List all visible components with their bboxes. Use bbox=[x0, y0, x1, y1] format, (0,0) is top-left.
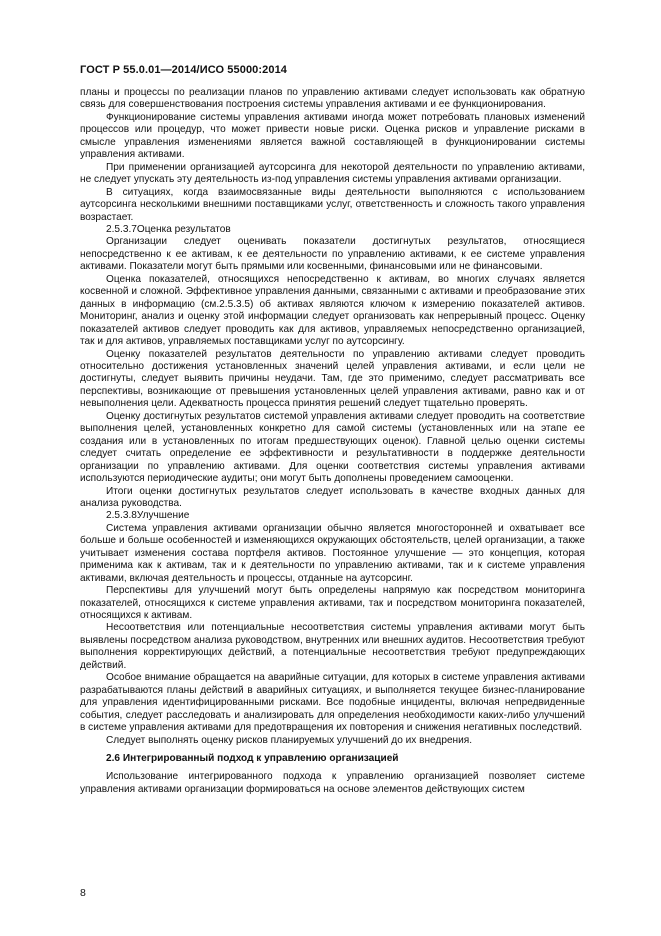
paragraph: Использование интегрированного подхода к управлению организацией позволяет системе управления активами организации формироваться на основе элементов действующих систем bbox=[80, 771, 585, 795]
paragraph: Несоответствия или потенциальные несоответствия системы управления активами могут быть выявлены посредством анализа руководством, внутренних или внешних аудитов. Несоответствия требуют выполнения корректирующих действий, а потенциальные несоответствия требуют предупреждающих действий. bbox=[80, 622, 585, 671]
paragraph: Особое внимание обращается на аварийные ситуации, для которых в системе управления активами разрабатываются планы действий в аварийных ситуациях, и выполняется текущее бизнес-планирование для управления идентифицированными рисками. Все подобные инциденты, включая непредвиденные события, следует расследовать и анализировать для определения необходимости каких-либо улучшений в системе управления активами для предотвращения их повторения и снижения негативных последствий. bbox=[80, 672, 585, 734]
paragraph: Перспективы для улучшений могут быть определены напрямую как посредством мониторинга показателей, относящихся к системе управления активами, так и посредством мониторинга показателей, относящихся к активам. bbox=[80, 585, 585, 622]
paragraph: В ситуациях, когда взаимосвязанные виды деятельности выполняются с использованием аутсорсинга несколькими внешними поставщиками услуг, ответственность и сложность такого управления возрастает. bbox=[80, 186, 585, 223]
section-heading-integrated-approach: 2.6 Интегрированный подход к управлению организацией bbox=[106, 753, 399, 765]
paragraph: Функционирование системы управления активами иногда может потребовать плановых изменений процессов или процедур, что может привести новые риски. Оценка рисков и управление рисками в смысле управления изменениями является важной составляющей в функционировании системы управления активами. bbox=[80, 111, 585, 161]
document-body bbox=[80, 87, 585, 796]
document-header: ГОСТ Р 55.0.01—2014/ИСО 55000:2014 bbox=[80, 64, 288, 76]
paragraph-continuation: планы и процессы по реализации планов по управлению активами следует использовать как обратную связь для совершенствования построения системы управления активами и ее функционирования. bbox=[80, 87, 585, 111]
subsection-heading-results-evaluation: 2.5.3.7Оценка результатов bbox=[106, 223, 231, 235]
paragraph: Система управления активами организации обычно является многосторонней и охватывает все больше и больше особенностей и изменяющихся окружающих обстоятельств, целей организации, а также учитывает изменения состава портфеля активов. Постоянное улучшение — это концепция, которая применима как к активам, так и к деятельности по управлению активами, так и к системе управления активами, включая деятельность и процессы, отданные на аутсорсинг. bbox=[80, 522, 585, 584]
paragraph: Оценку показателей результатов деятельности по управлению активами следует проводить относительно достижения установленных значений целей управления активами, и если цели не достигнуты, следует выявить причины неудачи. Там, где это применимо, следует рассматривать все перспективы, возникающие от превышения установленных целей управления активами, равно как и от невыполнения цели. Адекватность процесса принятия решений следует тщательно проверять. bbox=[80, 348, 585, 410]
paragraph: При применении организацией аутсорсинга для некоторой деятельности по управлению активами, не следует упускать эту деятельность из-под управления системы управления активами организации. bbox=[80, 161, 585, 186]
page-number: 8 bbox=[80, 887, 86, 899]
paragraph: Оценку достигнутых результатов системой управления активами следует проводить на соответствие выполнения целей, установленных конкретно для самой системы (установленных или на этапе ее создания или в установленных по итогам предшествующих оценок). Главной целью оценки системы следует считать определение ее эффективности и результативности в поддержке деятельности организации по управлению активами. Для оценки соответствия системы управления активами используются периодические аудиты; они могут быть дополнены проведением самооценки. bbox=[80, 410, 585, 485]
paragraph: Оценка показателей, относящихся непосредственно к активам, во многих случаях является косвенной и сложной. Эффективное управления данными, связанными с активами и преобразование этих данных в информацию (см.2.5.3.5) об активах являются ключом к измерению показателей активов. Мониторинг, анализ и оценку этой информации следует организовать как непрерывный процесс. Оценку показателей активов следует проводить как для активов, управляемых непосредственно организацией, так и для активов, управляемых поставщиками услуг по аутсорсингу. bbox=[80, 273, 585, 348]
paragraph: Следует выполнять оценку рисков планируемых улучшений до их внедрения. bbox=[106, 734, 473, 746]
subsection-heading-improvement: 2.5.3.8Улучшение bbox=[106, 510, 190, 522]
paragraph: Итоги оценки достигнутых результатов следует использовать в качестве входных данных для анализа руководства. bbox=[80, 485, 585, 509]
paragraph: Организации следует оценивать показатели достигнутых результатов, относящиеся непосредственно к ее активам, к ее деятельности по управлению активами, к ее системе управления активами. Показатели могут быть прямыми или косвенными, финансовыми или не финансовыми. bbox=[80, 236, 585, 273]
